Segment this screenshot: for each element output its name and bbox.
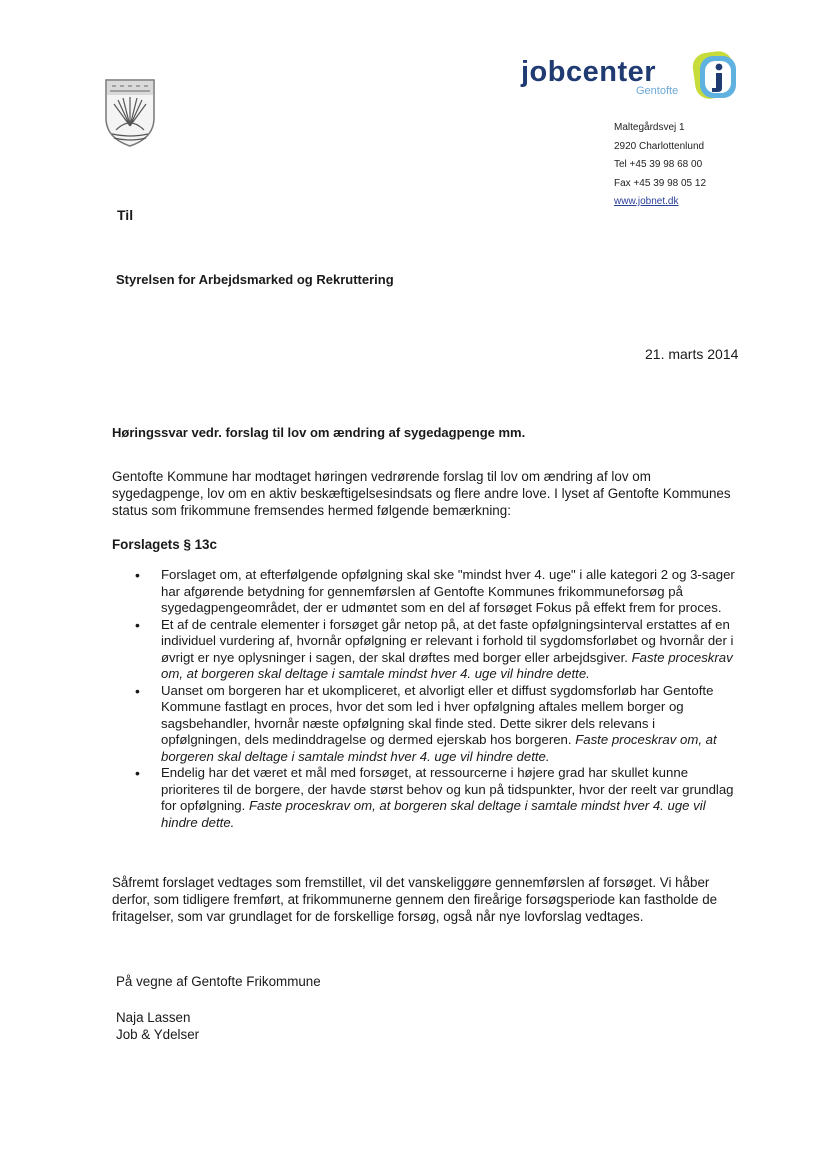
to-label: Til: [117, 207, 134, 223]
closing-paragraph: Såfremt forslaget vedtages som fremstillet, vil det vanskeliggøre gennemførslen af forsøget. Vi håber derfor, som tidligere fremført, at frikommunerne gennem den fireårige forsøgsperiode kan fastholde de fritagelser, som var grundlaget for de forskellige forsøg, også når nye lovforslag vedtages.: [112, 875, 718, 924]
letter-subject: Høringssvar vedr. forslag til lov om ændring af sygedagpenge mm.: [112, 425, 526, 440]
address-phone: Tel +45 39 98 68 00: [614, 159, 703, 170]
sign-off: På vegne af Gentofte Frikommune: [116, 974, 321, 989]
jobcenter-logo-text: jobcenter: [521, 56, 657, 88]
intro-paragraph: Gentofte Kommune har modtaget høringen vedrørende forslag til lov om ændring af lov om sygedagpenge, lov om en aktiv beskæftigelsesindsats og flere andre love. I lyset af Gentofte Kommunes status som frikommune fremsendes hermed følgende bemærkning:: [112, 469, 731, 518]
list-item-italic-text: Faste proceskrav om, at borgeren skal deltage i samtale mindst hver 4. uge vil hindre dette.: [161, 798, 706, 830]
list-item: [134, 683, 736, 766]
letter-date: 21. marts 2014: [645, 346, 739, 362]
address-fax: Fax +45 39 98 05 12: [614, 178, 707, 189]
address-city: 2920 Charlottenlund: [614, 141, 705, 152]
list-item-italic-text: Faste proceskrav om, at borgeren skal deltage i samtale mindst hver 4. uge vil hindre dette.: [161, 649, 733, 681]
jobcenter-logo-subtitle: Gentofte: [636, 85, 679, 97]
section-heading: Forslagets § 13c: [112, 537, 217, 552]
list-item-text: Forslaget om, at efterfølgende opfølgning skal ske "mindst hver 4. uge" i alle kategori 2 og 3-sager har afgørende betydning for gennemførslen af Gentofte Kommunes frikommuneforsøg på sygedagpengeområdet, der er udmøntet som en del af forsøget Fokus på effekt frem for proces.: [161, 567, 735, 615]
list-item-italic-text: Faste proceskrav om, at borgeren skal deltage i samtale mindst hver 4. uge vil hindre dette.: [161, 732, 717, 764]
list-item-text: Endelig har det været et mål med forsøget, at ressourcerne i højere grad har skullet kunne prioriteres til de borgere, der havde størst behov og kun på tidspunkter, hvor der reelt var grundlag for opfølgning.: [161, 765, 734, 813]
municipal-crest-icon: [104, 78, 156, 148]
address-street: Maltegårdsvej 1: [614, 122, 685, 133]
recipient: Styrelsen for Arbejdsmarked og Rekruttering: [116, 272, 394, 287]
list-item: [134, 567, 736, 617]
signer-unit: Job & Ydelser: [116, 1027, 200, 1042]
list-item-text: Et af de centrale elementer i forsøget går netop på, at det faste opfølgningsinterval erstattes af en individuel vurdering af, hvornår opfølgning er relevant i forhold til sygdomsforløbet og hvornår der i øvrigt er nye oplysninger i sagen, der skal drøftes med borger eller arbejdsgiver.: [161, 616, 734, 665]
list-item: [134, 617, 736, 683]
jobcenter-logo-icon: [688, 48, 742, 102]
bullet-list: [134, 567, 736, 831]
signature-block: [116, 1009, 199, 1043]
website-link[interactable]: www.jobnet.dk: [614, 196, 679, 207]
list-item: [134, 765, 736, 831]
list-item-text: Uanset om borgeren har et ukompliceret, et alvorligt eller et diffust sygdomsforløb har Gentofte Kommune fastlagt en proces, hvor det som led i hver opfølgning aftales mellem borger og sagsbehandler, hvornår næste opfølgning skal finde sted. Dette sikrer dels relevans i opfølgningen, dels medinddragelse og dermed ejerskab hos borgeren.: [161, 682, 714, 747]
signer-name: Naja Lassen: [116, 1010, 191, 1025]
